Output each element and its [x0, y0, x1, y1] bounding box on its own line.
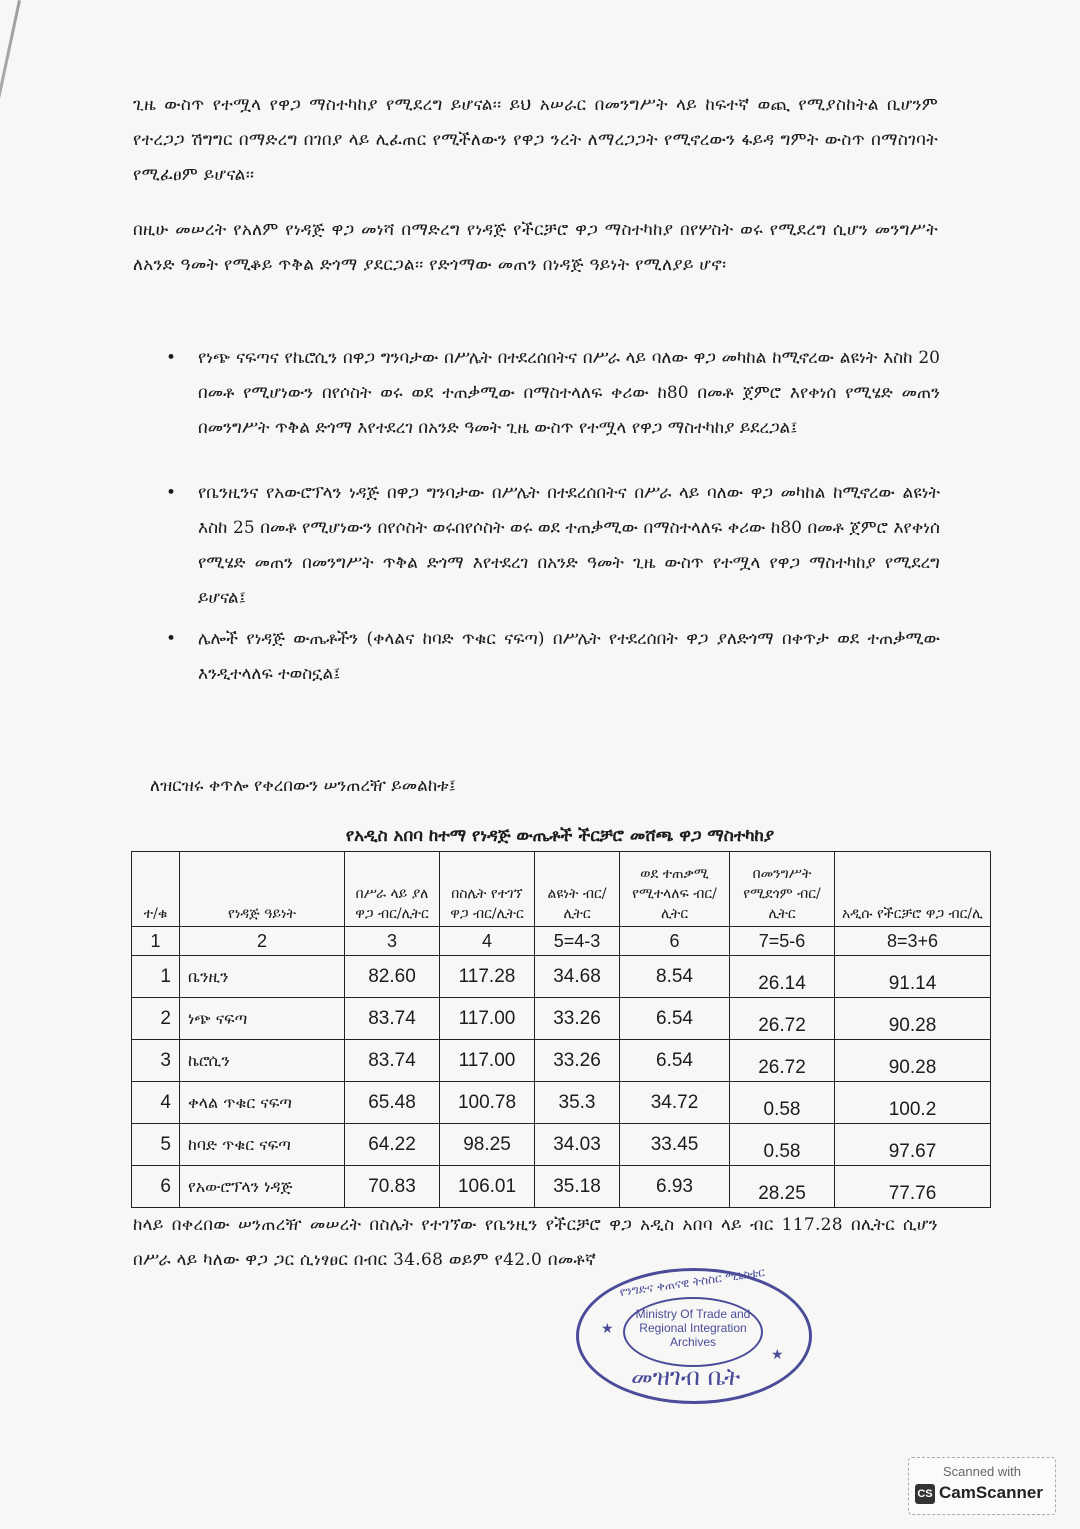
bullet-dot-icon: • — [166, 348, 177, 368]
passed-to-consumer: 8.54 — [620, 956, 730, 998]
bullet-dot-icon: • — [166, 483, 177, 503]
row-number: 6 — [132, 1166, 180, 1208]
current-price: 65.48 — [345, 1082, 440, 1124]
government-subsidy: 26.72 — [730, 998, 835, 1040]
government-subsidy: 28.25 — [730, 1166, 835, 1208]
current-price: 70.83 — [345, 1166, 440, 1208]
fuel-price-table — [131, 851, 991, 1208]
header-cell: አዲሱ የችርቻሮ ዋጋ ብር/ሊ — [835, 852, 991, 927]
camscanner-watermark — [908, 1457, 1056, 1515]
header-cell: ልዩነት ብር/ሊትር — [535, 852, 620, 927]
new-retail-price: 77.76 — [835, 1166, 991, 1208]
row-number: 1 — [132, 956, 180, 998]
stamp-outer-text: የንግድና ቀጠናዊ ትስስር ሚኒስቴር — [618, 1264, 766, 1300]
fuel-type: ከባድ ጥቁር ናፍጣ — [180, 1124, 345, 1166]
current-price: 83.74 — [345, 1040, 440, 1082]
ministry-archive-stamp — [576, 1264, 812, 1404]
camscanner-logo-icon: CS — [915, 1484, 935, 1504]
index-cell: 7=5-6 — [730, 927, 835, 956]
row-number: 3 — [132, 1040, 180, 1082]
star-icon: ★ — [601, 1321, 614, 1337]
table-row — [132, 1166, 991, 1208]
row-number: 5 — [132, 1124, 180, 1166]
stamp-bottom-text: መዝገብ ቤት — [631, 1363, 741, 1391]
current-price: 82.60 — [345, 956, 440, 998]
calculated-price: 106.01 — [440, 1166, 535, 1208]
header-cell: የነዳጅ ዓይነት — [180, 852, 345, 927]
bullet-text: ሌሎች የነዳጅ ውጤቶችን (ቀላልና ከባድ ጥቁር ናፍጣ) በሥሌት የተደረሰበት ዋጋ ያለድጎማ በቀጥታ ወደ ተጠቃሚው እንዲተላለፍ ተወስኗል፤ — [198, 629, 940, 684]
calculated-price: 100.78 — [440, 1082, 535, 1124]
government-subsidy: 26.14 — [730, 956, 835, 998]
header-cell: ተ/ቁ — [132, 852, 180, 927]
new-retail-price: 91.14 — [835, 956, 991, 998]
header-cell: በስሌት የተገኘ ዋጋ ብር/ሊትር — [440, 852, 535, 927]
table-title: የአዲስ አበባ ከተማ የነዳጅ ውጤቶች ችርቻሮ መሸጫ ዋጋ ማስተካከያ — [345, 826, 775, 846]
index-cell: 8=3+6 — [835, 927, 991, 956]
price-difference: 34.68 — [535, 956, 620, 998]
header-cell: በሥራ ላይ ያለ ዋጋ ብር/ሊትር — [345, 852, 440, 927]
index-cell: 4 — [440, 927, 535, 956]
subsidy-bullet-list — [160, 341, 940, 692]
government-subsidy: 0.58 — [730, 1124, 835, 1166]
price-difference: 35.18 — [535, 1166, 620, 1208]
calculated-price: 98.25 — [440, 1124, 535, 1166]
calculated-price: 117.00 — [440, 998, 535, 1040]
index-cell: 5=4-3 — [535, 927, 620, 956]
paragraph-conclusion: ከላይ በቀረበው ሠንጠረዥ መሠረት በስሌት የተገኘው የቤንዚን የችርቻሮ ዋጋ አዲስ አበባ ላይ ብር 117.28 በሊትር ሲሆን በሥራ ላይ ካለው ዋጋ ጋር ሲነፃፀር በብር 34.68 ወይም የ42.0 በመቶኛ — [133, 1215, 938, 1270]
column-index-row — [132, 927, 991, 956]
watermark-scanned-text: Scanned with — [942, 1464, 1022, 1479]
stamp-inner-text: Ministry Of Trade and Regional Integration Archives — [623, 1297, 763, 1367]
passed-to-consumer: 34.72 — [620, 1082, 730, 1124]
fuel-type: ኬሮሲን — [180, 1040, 345, 1082]
index-cell: 6 — [620, 927, 730, 956]
index-cell: 2 — [180, 927, 345, 956]
table-row — [132, 956, 991, 998]
bullet-text: የነጭ ናፍጣና የኬሮሲን በዋጋ ግንባታው በሥሌት በተደረሰበትና በሥራ ላይ ባለው ዋጋ መካከል ከሚኖረው ልዩነት እስከ 20 በመቶ የሚሆነውን በየሶስት ወሩ ወደ ተጠቃሚው በማስተላለፍ ቀሪው ከ80 በመቶ ጀምሮ እየቀነሰ የሚሄድ መጠን በመንግሥት ጥቅል ድጎማ እየተደረገ በአንድ ዓመት ጊዜ ውስጥ የተሟላ የዋጋ ማስተካከያ ይደረጋል፤ — [198, 348, 940, 438]
table-row — [132, 1124, 991, 1166]
bullet-item — [160, 341, 940, 446]
calculated-price: 117.28 — [440, 956, 535, 998]
index-cell: 1 — [132, 927, 180, 956]
table-row — [132, 1082, 991, 1124]
row-number: 2 — [132, 998, 180, 1040]
index-cell: 3 — [345, 927, 440, 956]
table-header-row — [132, 852, 991, 927]
passed-to-consumer: 6.54 — [620, 998, 730, 1040]
government-subsidy: 0.58 — [730, 1082, 835, 1124]
fuel-type: የአውሮፕላን ነዳጅ — [180, 1166, 345, 1208]
new-retail-price: 97.67 — [835, 1124, 991, 1166]
current-price: 64.22 — [345, 1124, 440, 1166]
price-difference: 35.3 — [535, 1082, 620, 1124]
passed-to-consumer: 6.54 — [620, 1040, 730, 1082]
new-retail-price: 90.28 — [835, 1040, 991, 1082]
header-cell: ወደ ተጠቃሚ የሚተላለፍ ብር/ሊትር — [620, 852, 730, 927]
table-reference-note: ለዝርዝሩ ቀጥሎ የቀረበውን ሠንጠረዥ ይመልከቱ፤ — [150, 776, 456, 796]
page-fold-mark — [0, 0, 21, 294]
paragraph-basis: በዚሁ መሠረት የአለም የነዳጅ ዋጋ መነሻ በማድረግ የነዳጅ የችርቻሮ ዋጋ ማስተካከያ በየሦስት ወሩ የሚደረግ ሲሆን መንግሥት ለአንድ ዓመት የሚቆይ ጥቅል ድጎማ ያደርጋል፡፡ የድጎማው መጠን በነዳጅ ዓይነት የሚለያይ ሆኖ፡ — [133, 220, 938, 275]
bullet-item — [160, 622, 940, 692]
star-icon: ★ — [771, 1347, 784, 1363]
table-row — [132, 998, 991, 1040]
bullet-text: የቤንዚንና የአውሮፕላን ነዳጅ በዋጋ ግንባታው በሥሌት በተደረሰበትና በሥራ ላይ ባለው ዋጋ መካከል ከሚኖረው ልዩነት እስከ 25 በመቶ የሚሆነውን በየሶስት ወሩበየሶስት ወሩ ወደ ተጠቃሚው በማስተላለፍ ቀሪው ከ80 በመቶ ጀምሮ እየቀነሰ የሚሄድ መጠን በመንግሥት ጥቅል ድጎማ እየተደረገ በአንድ ዓመት ጊዜ ውስጥ የተሟላ የዋጋ ማስተካከያ የሚደረግ ይሆናል፤ — [198, 483, 940, 608]
bullet-dot-icon: • — [166, 629, 177, 649]
fuel-type: ቤንዚን — [180, 956, 345, 998]
new-retail-price: 90.28 — [835, 998, 991, 1040]
passed-to-consumer: 6.93 — [620, 1166, 730, 1208]
price-difference: 33.26 — [535, 1040, 620, 1082]
fuel-type: ቀላል ጥቁር ናፍጣ — [180, 1082, 345, 1124]
current-price: 83.74 — [345, 998, 440, 1040]
table-row — [132, 1040, 991, 1082]
calculated-price: 117.00 — [440, 1040, 535, 1082]
passed-to-consumer: 33.45 — [620, 1124, 730, 1166]
new-retail-price: 100.2 — [835, 1082, 991, 1124]
bullet-item — [160, 476, 940, 616]
price-difference: 34.03 — [535, 1124, 620, 1166]
government-subsidy: 26.72 — [730, 1040, 835, 1082]
paragraph-intro: ጊዜ ውስጥ የተሟላ የዋጋ ማስተካከያ የሚደረግ ይሆናል፡፡ ይህ አሠራር በመንግሥት ላይ ከፍተኛ ወጪ የሚያስከትል ቢሆንም የተረጋጋ ሽግግር በማድረግ በገበያ ላይ ሊፈጠር የሚችለውን የዋጋ ንረት ለማረጋጋት የሚኖረውን ፋይዳ ግምት ውስጥ በማስገባት የሚፈፀም ይሆናል፡፡ — [133, 95, 938, 185]
watermark-brand: CamScanner — [939, 1483, 1043, 1502]
fuel-type: ነጭ ናፍጣ — [180, 998, 345, 1040]
row-number: 4 — [132, 1082, 180, 1124]
header-cell: በመንግሥት የሚደጎም ብር/ሊትር — [730, 852, 835, 927]
price-difference: 33.26 — [535, 998, 620, 1040]
